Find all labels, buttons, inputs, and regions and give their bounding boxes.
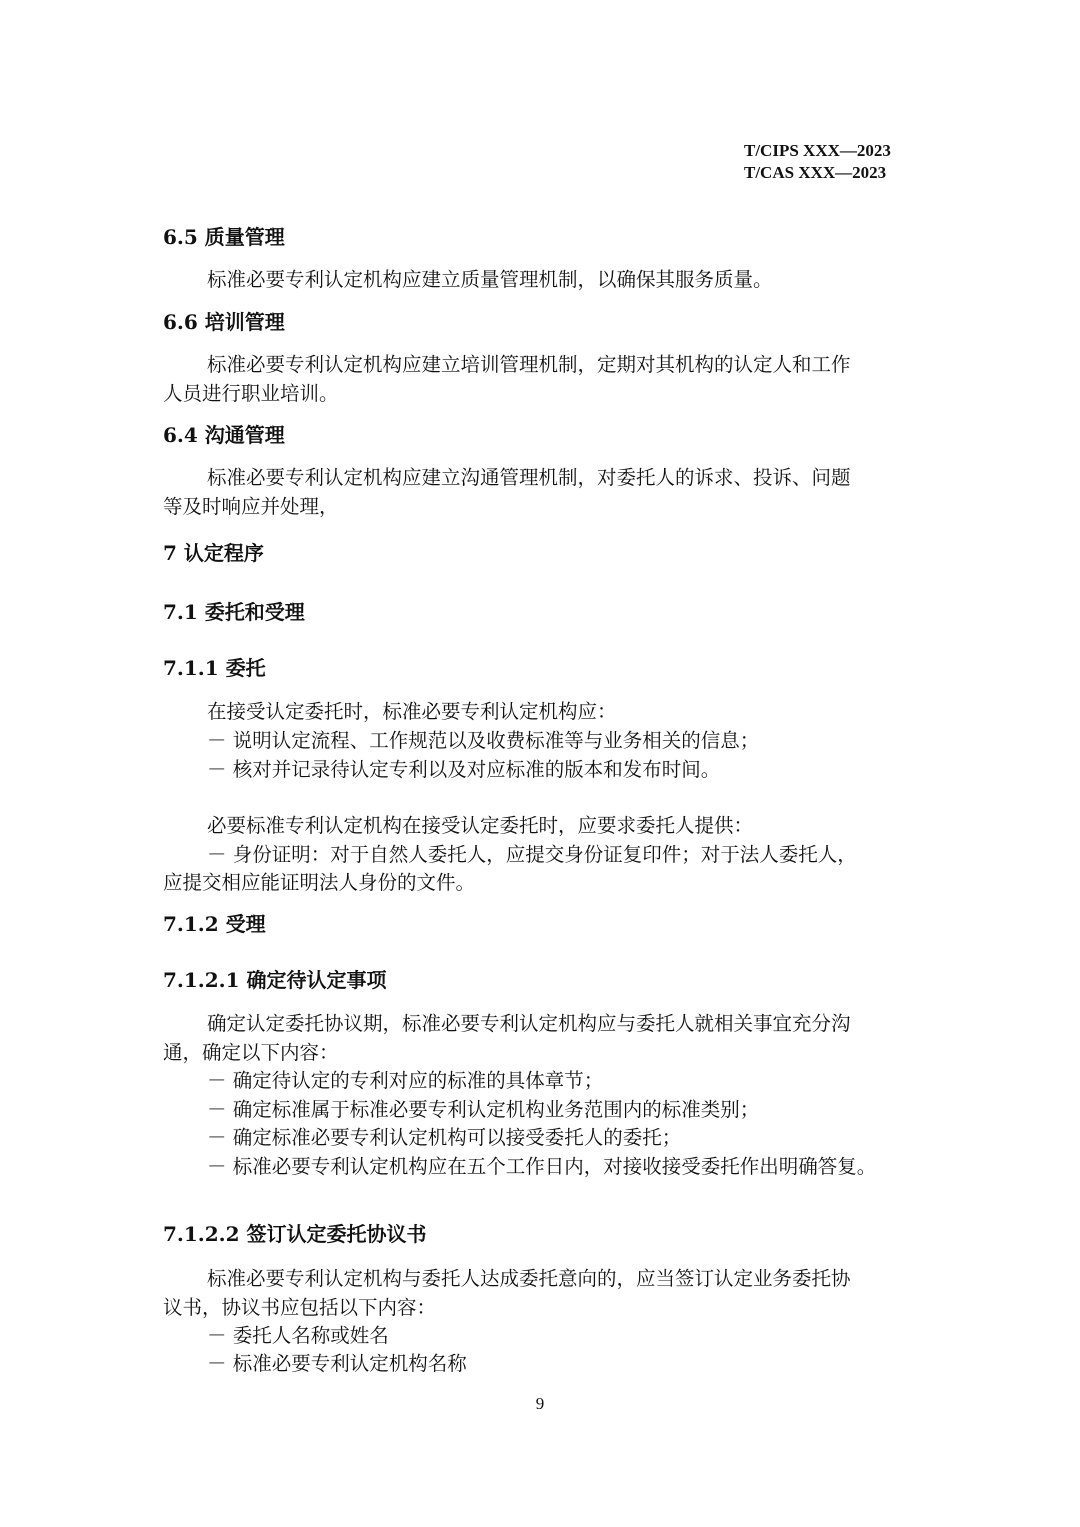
paragraph-line: 通，确定以下内容： <box>163 1041 339 1064</box>
list-item: － 确定标准属于标准必要专利认定机构业务范围内的标准类别； <box>207 1098 760 1121</box>
paragraph-line: 标准必要专利认定机构与委托人达成委托意向的，应当签订认定业务委托协 <box>207 1267 851 1290</box>
list-item: － 核对并记录待认定专利以及对应标准的版本和发布时间。 <box>207 758 721 781</box>
paragraph-line: 标准必要专利认定机构应建立沟通管理机制，对委托人的诉求、投诉、问题 <box>207 466 851 489</box>
list-item: － 委托人名称或姓名 <box>207 1324 389 1347</box>
section-heading-7: 7 认定程序 <box>163 541 264 565</box>
section-heading-6-6: 6.6 培训管理 <box>163 310 285 334</box>
paragraph-line: 必要标准专利认定机构在接受认定委托时，应要求委托人提供： <box>207 814 754 837</box>
list-item: － 标准必要专利认定机构名称 <box>207 1352 467 1375</box>
section-heading-6-5: 6.5 质量管理 <box>163 225 285 249</box>
paragraph-line: 议书，协议书应包括以下内容： <box>163 1296 437 1319</box>
section-heading-6-4: 6.4 沟通管理 <box>163 423 285 447</box>
standard-code-cas: T/CAS XXX—2023 <box>744 163 887 182</box>
list-item: － 确定待认定的专利对应的标准的具体章节； <box>207 1069 604 1092</box>
section-heading-7-1-2-1: 7.1.2.1 确定待认定事项 <box>163 968 387 992</box>
paragraph-line: 人员进行职业培训。 <box>163 382 339 405</box>
list-item: － 说明认定流程、工作规范以及收费标准等与业务相关的信息； <box>207 729 760 752</box>
section-heading-7-1-2-2: 7.1.2.2 签订认定委托协议书 <box>163 1222 427 1246</box>
page-number: 9 <box>535 1394 545 1413</box>
section-heading-7-1: 7.1 委托和受理 <box>163 600 305 624</box>
paragraph-line: 在接受认定委托时，标准必要专利认定机构应： <box>207 700 617 723</box>
paragraph-line: 确定认定委托协议期，标准必要专利认定机构应与委托人就相关事宜充分沟 <box>207 1012 851 1035</box>
section-heading-7-1-2: 7.1.2 受理 <box>163 912 266 936</box>
list-item: － 标准必要专利认定机构应在五个工作日内，对接收接受委托作出明确答复。 <box>207 1155 877 1178</box>
paragraph-line: 标准必要专利认定机构应建立质量管理机制，以确保其服务质量。 <box>207 268 773 291</box>
paragraph-line: 等及时响应并处理， <box>163 495 339 518</box>
list-item: － 确定标准必要专利认定机构可以接受委托人的委托； <box>207 1126 682 1149</box>
section-heading-7-1-1: 7.1.1 委托 <box>163 656 266 680</box>
paragraph-line: 标准必要专利认定机构应建立培训管理机制，定期对其机构的认定人和工作 <box>207 353 851 376</box>
paragraph-line: 应提交相应能证明法人身份的文件。 <box>163 871 476 894</box>
standard-code-cips: T/CIPS XXX—2023 <box>744 141 891 160</box>
list-item: － 身份证明：对于自然人委托人，应提交身份证复印件；对于法人委托人， <box>207 843 857 866</box>
